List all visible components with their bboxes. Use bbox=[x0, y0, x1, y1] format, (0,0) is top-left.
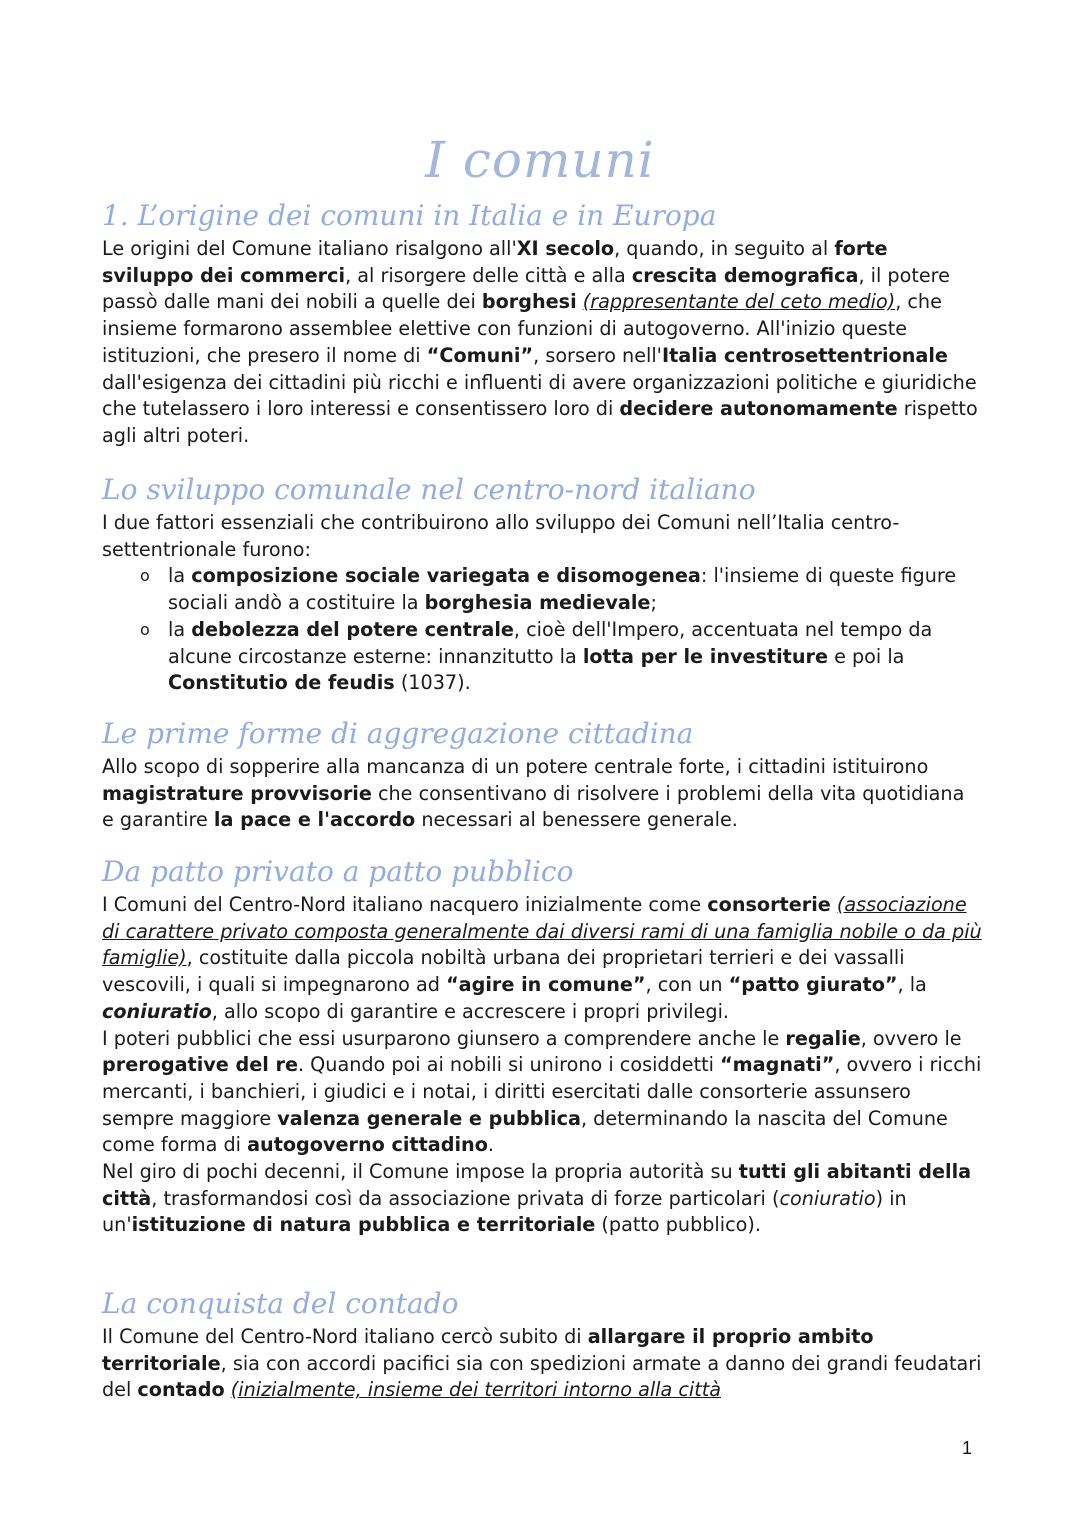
section-heading: 1. L’origine dei comuni in Italia e in Europa bbox=[102, 199, 717, 232]
section-contado bbox=[102, 1284, 982, 1404]
section-heading: Le prime forme di aggregazione cittadina bbox=[102, 717, 694, 750]
section-patto bbox=[102, 852, 982, 1239]
paragraph: Allo scopo di sopperire alla mancanza di un potere centrale forte, i cittadini istituirono magistrature provvisorie che consentivano di risolvere i problemi della vita quotidiana e garantire la pace e l'accordo necessari al benessere generale. bbox=[102, 755, 965, 832]
section-aggregazione bbox=[102, 714, 982, 834]
section-origine bbox=[102, 196, 982, 450]
paragraph: I due fattori essenziali che contribuirono allo sviluppo dei Comuni nell’Italia centro-settentrionale furono: bbox=[102, 511, 900, 561]
list-item: o la composizione sociale variegata e disomogenea: l'insieme di queste figure sociali andò a costituire la borghesia medievale; bbox=[140, 564, 957, 615]
bullet-list bbox=[102, 563, 982, 697]
paragraph: I poteri pubblici che essi usurparono giunsero a comprendere anche le regalie, ovvero le prerogative del re. Quando poi ai nobili si unirono i cosiddetti “magnati”, ovvero i ricchi mercanti, i banchieri, i giudici e i notai, i diritti esercitati dalle consorterie assunsero sempre maggiore valenza generale e pubblica, determinando la nascita del Comune come forma di autogoverno cittadino. bbox=[102, 1026, 982, 1157]
bullet-icon: o bbox=[140, 566, 150, 586]
list-item: o la debolezza del potere centrale, cioè dell'Impero, accentuata nel tempo da alcune circostanze esterne: innanzitutto la lotta per le investiture e poi la Constitutio de feudis (1037). bbox=[140, 617, 933, 695]
paragraph: Il Comune del Centro-Nord italiano cercò subito di allargare il proprio ambito territoriale, sia con accordi pacifici sia con spedizioni armate a danno dei grandi feudatari del contado (inizialmente, insieme dei territori intorno alla città bbox=[102, 1325, 982, 1402]
page-title: I comuni bbox=[425, 131, 655, 189]
section-heading: Lo sviluppo comunale nel centro-nord italiano bbox=[102, 473, 756, 506]
paragraph: Le origini del Comune italiano risalgono all'XI secolo, quando, in seguito al forte sviluppo dei commerci, al risorgere delle città e alla crescita demografica, il potere passò dalle mani dei nobili a quelle dei borghesi (rappresentante del ceto medio), che insieme formarono assemblee elettive con funzioni di autogoverno. All'inizio queste istituzioni, che presero il nome di “Comuni”, sorsero nell'Italia centrosettentrionale dall'esigenza dei cittadini più ricchi e influenti di avere organizzazioni politiche e giuridiche che tutelassero i loro interessi e consentissero loro di decidere autonomamente rispetto agli altri poteri. bbox=[102, 237, 978, 447]
bullet-icon: o bbox=[140, 619, 150, 639]
paragraph: Nel giro di pochi decenni, il Comune impose la propria autorità su tutti gli abitanti della città, trasformandosi così da associazione privata di forze particolari (coniuratio) in un'istituzione di natura pubblica e territoriale (patto pubblico). bbox=[102, 1160, 972, 1237]
page-number: 1 bbox=[962, 1438, 973, 1458]
section-sviluppo bbox=[102, 470, 982, 697]
section-heading: Da patto privato a patto pubblico bbox=[102, 855, 574, 888]
section-heading: La conquista del contado bbox=[102, 1287, 459, 1320]
paragraph: I Comuni del Centro-Nord italiano nacquero inizialmente come consorterie (associazione di carattere privato composta generalmente dai diversi rami di una famiglia nobile o da più famiglie), costituite dalla piccola nobiltà urbana dei proprietari terrieri e dei vassalli vescovili, i quali si impegnarono ad “agire in comune”, con un “patto giurato”, la coniuratio, allo scopo di garantire e accrescere i propri privilegi. bbox=[102, 893, 982, 1023]
